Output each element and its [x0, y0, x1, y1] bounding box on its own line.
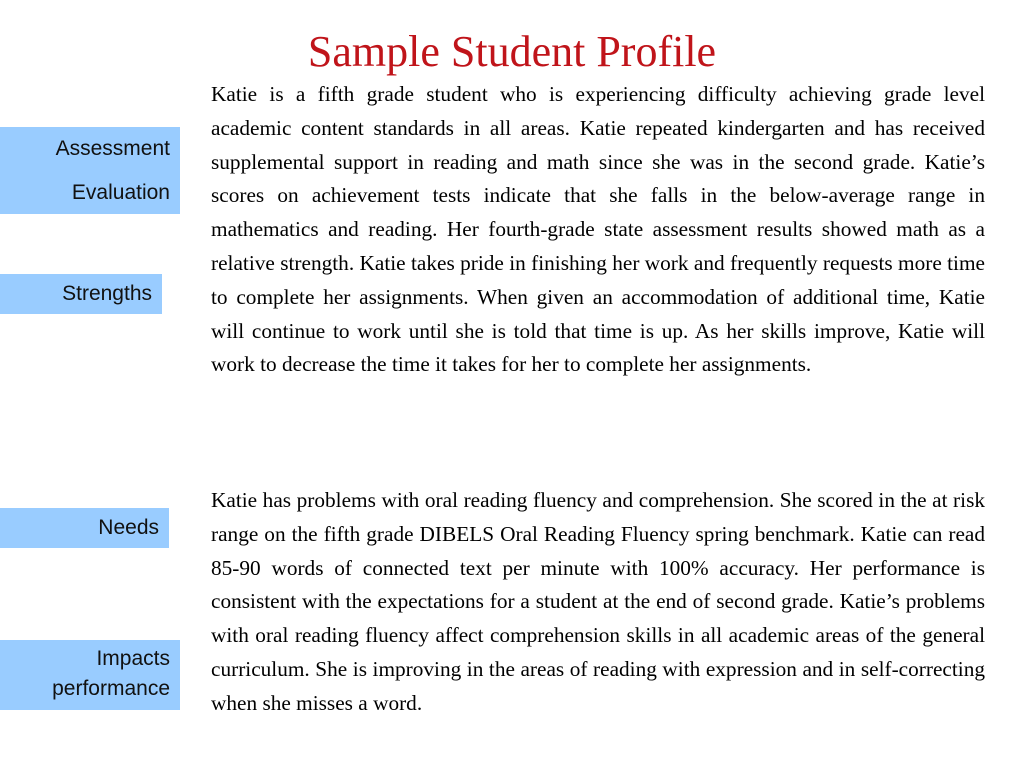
profile-paragraph-1: Katie is a fifth grade student who is experiencing difficulty achieving grade level academic content standards in all areas. Katie repeated kindergarten and has received supplemental support in reading and math since she was in the second grade. Katie’s scores on achievement tests indicate that she falls in the below-average range in mathematics and reading. Her fourth-grade state assessment results showed math as a relative strength. Katie takes pride in finishing her work and frequently requests more time to complete her assignments. When given an accommodation of additional time, Katie will continue to work until she is told that time is up. As her skills improve, Katie will work to decrease the time it takes for her to complete her assignments.: [211, 82, 985, 377]
label-impacts-performance: [0, 640, 180, 710]
label-impacts-text: Impacts: [96, 647, 170, 670]
label-needs: [0, 508, 169, 548]
label-strengths: [0, 274, 162, 314]
label-assessment-evaluation: [0, 127, 180, 214]
profile-paragraph-2: Katie has problems with oral reading fluency and comprehension. She scored in the at risk range on the fifth grade DIBELS Oral Reading Fluency spring benchmark. Katie can read 85-90 words of connected text per minute with 100% accuracy. Her performance is consistent with the expectations for a student at the end of second grade. Katie’s problems with oral reading fluency affect comprehension skills in all academic areas of the general curriculum. She is improving in the areas of reading with expression and in self-correcting when she misses a word.: [211, 488, 985, 715]
label-strengths-text: Strengths: [62, 282, 152, 305]
page-title: Sample Student Profile: [307, 27, 717, 76]
label-assessment-text: Assessment: [55, 137, 170, 160]
label-needs-text: Needs: [98, 516, 159, 539]
label-evaluation-text: Evaluation: [71, 181, 170, 204]
label-performance-text: performance: [52, 677, 170, 700]
